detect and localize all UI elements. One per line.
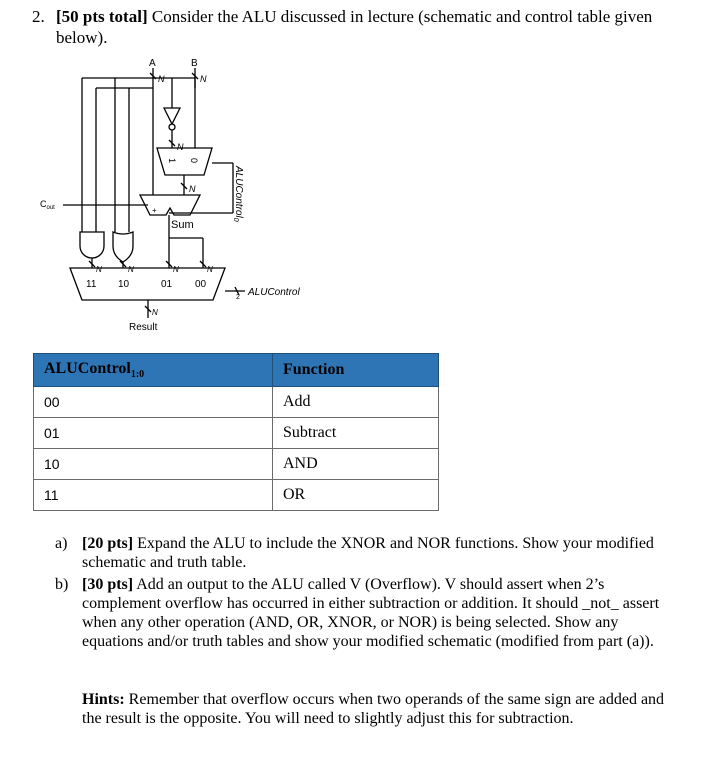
part-a-label: a)	[55, 535, 68, 552]
adder-plus: +	[152, 206, 157, 215]
alucontrol-width: 2	[236, 294, 240, 301]
row-code: 10	[34, 449, 273, 480]
part-a-text: Expand the ALU to include the XNOR and NOR functions. Show your modified schematic and truth table.	[82, 535, 654, 571]
table-header-row	[34, 354, 439, 387]
width-n-or: N	[128, 265, 134, 274]
part-a	[55, 534, 675, 572]
adder	[140, 195, 200, 215]
row-code: 11	[34, 480, 273, 511]
and-gate	[80, 232, 104, 258]
row-function: AND	[273, 449, 439, 480]
mux-input-01: 01	[161, 279, 173, 290]
alucontrol0-label: ALUControl$_0$	[232, 166, 244, 222]
width-n-a: N	[158, 74, 165, 84]
mux-input-10: 10	[118, 279, 130, 290]
cout-label: $C_{out}$	[40, 199, 55, 211]
table-row	[34, 449, 439, 480]
hints-text: Remember that overflow occurs when two operands of the same sign are added and the result is the opposite. You will need to slightly adjust this for subtraction.	[82, 691, 665, 727]
input-b-label: B	[191, 58, 198, 69]
part-b-label: b)	[55, 576, 69, 593]
width-n-sum00: N	[207, 265, 213, 274]
mux-input-00: 00	[195, 279, 207, 290]
inverter-gate	[164, 108, 180, 124]
header-function: Function	[273, 354, 439, 387]
part-b-text: Add an output to the ALU called V (Overflow). V should assert when 2’s complement overflow has occurred in either subtraction or addition. It should _not_ assert when any other operation (AND, OR, XNOR, or NOR) is being selected. Show any equations and/or truth tables and show your modified schematic (modified from part (a)).	[82, 576, 660, 650]
input-a-label: A	[149, 58, 156, 69]
b-select-mux	[157, 148, 212, 175]
sum-label: Sum	[171, 219, 194, 231]
row-function: OR	[273, 480, 439, 511]
width-n-b: N	[200, 74, 207, 84]
width-n-and: N	[96, 265, 102, 274]
or-gate	[113, 232, 133, 262]
alu-control-table	[33, 353, 439, 511]
table-row	[34, 480, 439, 511]
mux-input-zero: 0	[189, 158, 199, 164]
alu-schematic	[0, 48, 727, 348]
width-n-mux: N	[189, 184, 196, 194]
question-text-line1: Consider the ALU discussed in lecture (schematic and control table given	[151, 7, 653, 26]
width-n-inverter: N	[177, 142, 184, 152]
header-alucontrol: ALUControl$_{1:0}$	[34, 354, 273, 387]
row-function: Add	[273, 387, 439, 418]
part-b	[55, 575, 675, 651]
row-code: 01	[34, 418, 273, 449]
row-code: 00	[34, 387, 273, 418]
row-function: Subtract	[273, 418, 439, 449]
question-header	[32, 6, 692, 48]
table-row	[34, 418, 439, 449]
mux-input-11: 11	[86, 279, 97, 290]
question-text-line2: below).	[56, 28, 108, 47]
alucontrol-label: ALUControl	[248, 287, 300, 298]
table-row	[34, 387, 439, 418]
question-parts	[55, 534, 675, 654]
mux-input-one: 1	[167, 158, 177, 164]
part-a-points: [20 pts]	[82, 535, 134, 552]
part-b-points: [30 pts]	[82, 576, 134, 593]
width-n-result: N	[152, 308, 158, 317]
width-n-sum01: N	[173, 265, 179, 274]
hints	[82, 690, 682, 728]
question-number: 2.	[32, 7, 45, 26]
question-points: [50 pts total]	[56, 7, 148, 26]
result-label: Result	[129, 322, 158, 333]
hints-label: Hints:	[82, 691, 125, 708]
